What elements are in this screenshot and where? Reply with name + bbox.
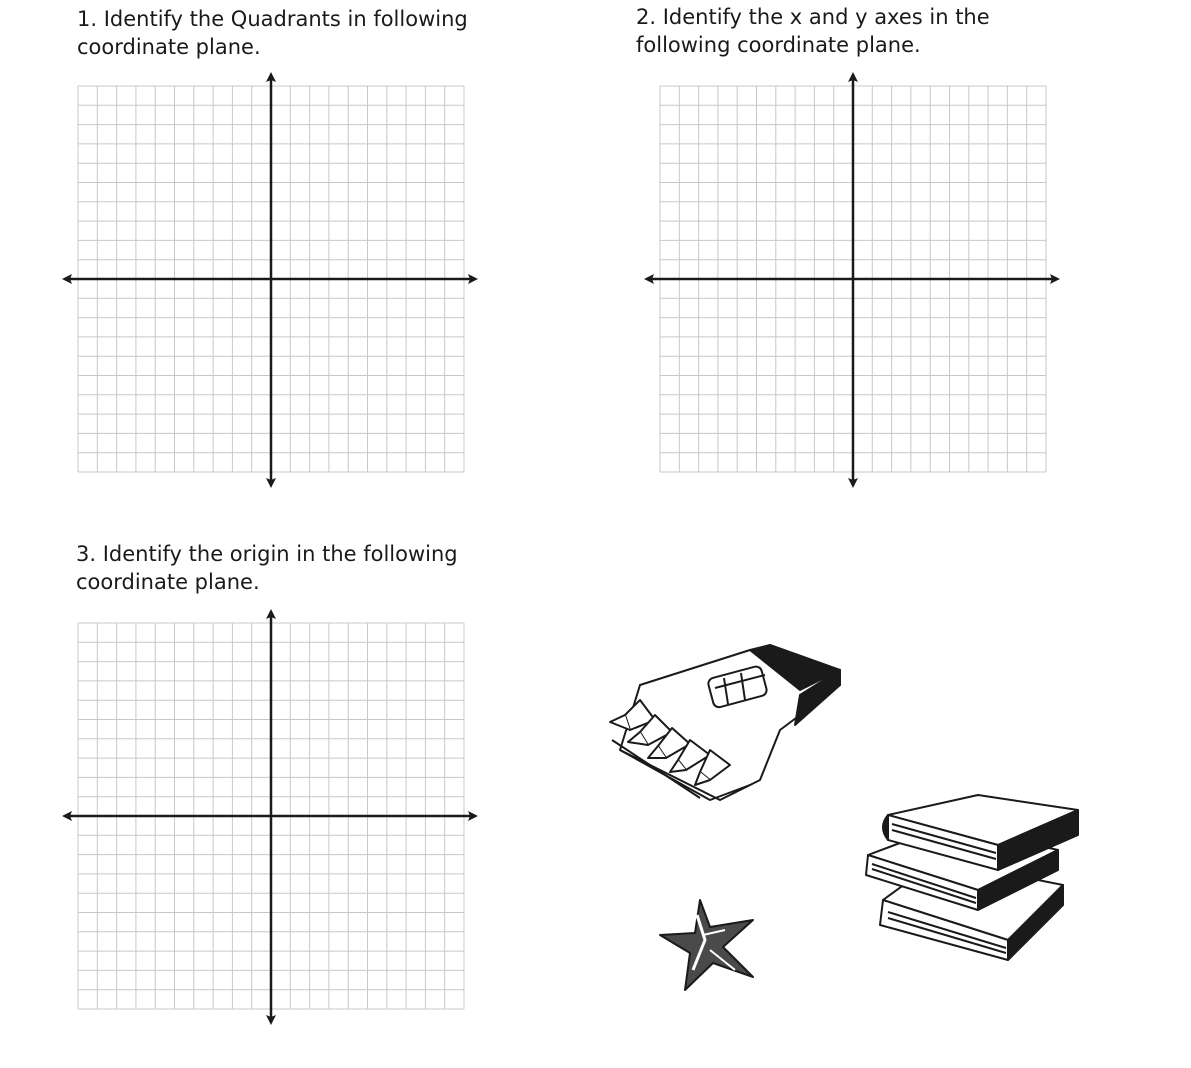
book-stack-icon — [858, 790, 1083, 960]
coordinate-plane-2[interactable] — [642, 70, 1062, 490]
coordinate-plane-1[interactable] — [60, 70, 480, 490]
star-icon — [655, 895, 760, 995]
question-3-prompt: 3. Identify the origin in the following coordinate plane. — [76, 542, 458, 594]
coordinate-plane-3[interactable] — [60, 607, 480, 1027]
question-1-prompt: 1. Identify the Quadrants in following coordinate plane. — [77, 7, 468, 59]
crayon-box-icon — [600, 640, 850, 805]
question-2-prompt: 2. Identify the x and y axes in the following coordinate plane. — [636, 5, 990, 57]
